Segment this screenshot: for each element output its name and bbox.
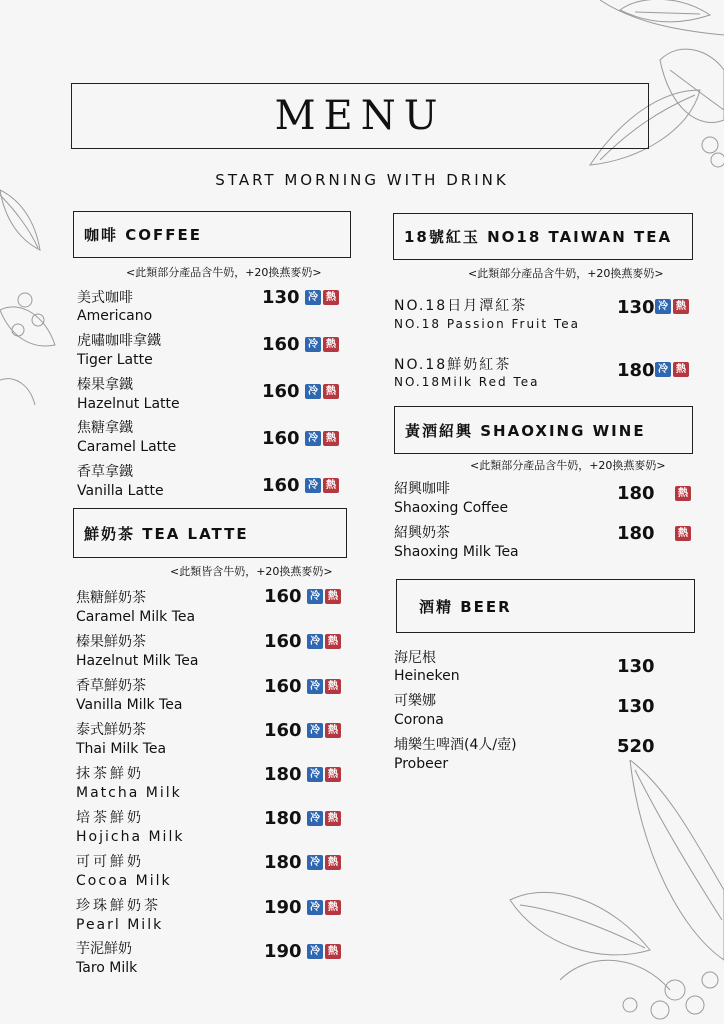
hot-badge: 熱: [325, 855, 341, 870]
cold-badge: 冷: [307, 767, 323, 782]
taiwan-tea-note: <此類部分產品含牛奶，+20換燕麥奶>: [468, 267, 664, 280]
menu-item-name-en: Hazelnut Latte: [77, 396, 180, 412]
menu-item-name: 可樂娜: [394, 693, 436, 709]
shaoxing-note: <此類部分產品含牛奶，+20換燕麥奶>: [470, 459, 666, 472]
menu-item-name: 紹興咖啡: [394, 481, 450, 497]
menu-item-name-en: Caramel Milk Tea: [76, 609, 196, 625]
menu-item-price: 180: [264, 764, 302, 785]
menu-item-price: 160: [262, 334, 300, 355]
temp-badges: [305, 478, 339, 493]
menu-item-name-en: Corona: [394, 712, 444, 728]
menu-item-price: 180: [617, 483, 655, 504]
cold-badge: 冷: [307, 811, 323, 826]
menu-item-name: 珍珠鮮奶茶: [76, 898, 161, 914]
hot-badge: 熱: [325, 589, 341, 604]
menu-item-name-en: Taro Milk: [76, 960, 138, 976]
menu-item-name: 焦糖拿鐵: [77, 420, 133, 436]
section-beer-header: 酒精 BEER: [396, 579, 695, 633]
temp-badges: [307, 634, 341, 649]
temp-badges: [675, 526, 691, 541]
hot-badge: 熱: [325, 634, 341, 649]
menu-item-name-en: Hojicha Milk: [76, 829, 185, 845]
temp-badges: [307, 811, 341, 826]
menu-item-name: 虎嘯咖啡拿鐵: [77, 333, 161, 349]
temp-badges: [307, 589, 341, 604]
temp-badges: [307, 855, 341, 870]
temp-badges: [305, 337, 339, 352]
menu-item-name: 榛果拿鐵: [77, 377, 133, 393]
menu-item-price: 520: [617, 736, 655, 757]
cold-badge: 冷: [655, 299, 671, 314]
menu-item-name-en: Caramel Latte: [77, 439, 177, 455]
menu-item-name: 香草拿鐵: [77, 464, 133, 480]
hot-badge: 熱: [323, 290, 339, 305]
cold-badge: 冷: [305, 290, 321, 305]
menu-item-name-en: Vanilla Milk Tea: [76, 697, 183, 713]
menu-item-name: 可可鮮奶: [76, 854, 144, 870]
menu-item-price: 190: [264, 941, 302, 962]
temp-badges: [655, 362, 689, 377]
temp-badges: [307, 767, 341, 782]
menu-item-price: 160: [262, 475, 300, 496]
hot-badge: 熱: [323, 478, 339, 493]
hot-badge: 熱: [323, 431, 339, 446]
menu-item-price: 160: [264, 720, 302, 741]
section-tea-latte-header: 鮮奶茶 TEA LATTE: [73, 508, 347, 558]
temp-badges: [307, 723, 341, 738]
menu-item-price: 160: [262, 381, 300, 402]
menu-item-name: 焦糖鮮奶茶: [76, 590, 146, 606]
menu-item-price: 130: [617, 696, 655, 717]
menu-item-name: 埔樂生啤酒(4人/壺): [394, 737, 517, 753]
cold-badge: 冷: [305, 337, 321, 352]
temp-badges: [307, 900, 341, 915]
cold-badge: 冷: [307, 589, 323, 604]
menu-item-name-en: Heineken: [394, 668, 460, 684]
cold-badge: 冷: [307, 855, 323, 870]
menu-title: MENU: [274, 93, 446, 139]
hot-badge: 熱: [673, 362, 689, 377]
section-shaoxing-header: 黃酒紹興 SHAOXING WINE: [394, 406, 693, 454]
menu-item-name-en: Probeer: [394, 756, 449, 772]
cold-badge: 冷: [305, 431, 321, 446]
menu-item-name: 紹興奶茶: [394, 525, 450, 541]
cold-badge: 冷: [307, 900, 323, 915]
menu-title-box: [71, 83, 649, 149]
cold-badge: 冷: [305, 384, 321, 399]
temp-badges: [307, 679, 341, 694]
menu-item-price: 180: [617, 523, 655, 544]
menu-item-price: 160: [264, 676, 302, 697]
menu-item-name: 抹茶鮮奶: [76, 766, 144, 782]
temp-badges: [307, 944, 341, 959]
menu-item-name-en: Vanilla Latte: [77, 483, 164, 499]
cold-badge: 冷: [305, 478, 321, 493]
hot-badge: 熱: [675, 526, 691, 541]
cold-badge: 冷: [307, 634, 323, 649]
menu-item-name: 香草鮮奶茶: [76, 678, 146, 694]
cold-badge: 冷: [655, 362, 671, 377]
hot-badge: 熱: [325, 811, 341, 826]
hot-badge: 熱: [325, 767, 341, 782]
menu-item-price: 190: [264, 897, 302, 918]
menu-item-name-en: Americano: [77, 308, 153, 324]
menu-item-name-en: Thai Milk Tea: [76, 741, 167, 757]
menu-subtitle: START MORNING WITH DRINK: [215, 171, 509, 189]
menu-item-price: 180: [617, 360, 655, 381]
menu-item-name-en: Shaoxing Milk Tea: [394, 544, 519, 560]
menu-item-name: 海尼根: [394, 650, 436, 666]
temp-badges: [305, 431, 339, 446]
menu-item-name-en: Tiger Latte: [77, 352, 153, 368]
tea-latte-note: <此類皆含牛奶，+20換燕麥奶>: [170, 565, 333, 578]
coffee-note: <此類部分產品含牛奶，+20換燕麥奶>: [126, 266, 322, 279]
menu-item-name-en: NO.18 Passion Fruit Tea: [394, 317, 580, 331]
menu-item-price: 160: [264, 586, 302, 607]
menu-item-name: NO.18日月潭紅茶: [394, 298, 528, 314]
menu-item-name-en: Cocoa Milk: [76, 873, 172, 889]
menu-item-name: NO.18鮮奶紅茶: [394, 357, 512, 373]
hot-badge: 熱: [675, 486, 691, 501]
hot-badge: 熱: [325, 944, 341, 959]
temp-badges: [655, 299, 689, 314]
cold-badge: 冷: [307, 723, 323, 738]
hot-badge: 熱: [323, 337, 339, 352]
temp-badges: [305, 290, 339, 305]
menu-item-name: 芋泥鮮奶: [76, 941, 132, 957]
temp-badges: [675, 486, 691, 501]
menu-item-price: 180: [264, 808, 302, 829]
section-taiwan-tea-header: 18號紅玉 NO18 TAIWAN TEA: [393, 213, 693, 260]
menu-item-name-en: Shaoxing Coffee: [394, 500, 509, 516]
menu-item-price: 160: [264, 631, 302, 652]
hot-badge: 熱: [673, 299, 689, 314]
menu-item-name-en: NO.18Milk Red Tea: [394, 375, 540, 389]
hot-badge: 熱: [325, 723, 341, 738]
menu-item-price: 130: [617, 656, 655, 677]
menu-item-price: 160: [262, 428, 300, 449]
menu-item-price: 130: [262, 287, 300, 308]
cold-badge: 冷: [307, 679, 323, 694]
leaf-decoration-left: [0, 180, 70, 420]
menu-item-price: 130: [617, 297, 655, 318]
hot-badge: 熱: [325, 900, 341, 915]
leaf-decoration-bottom-right: [500, 760, 724, 1024]
menu-item-name: 培茶鮮奶: [76, 810, 144, 826]
menu-item-name-en: Hazelnut Milk Tea: [76, 653, 199, 669]
cold-badge: 冷: [307, 944, 323, 959]
menu-item-name: 泰式鮮奶茶: [76, 722, 146, 738]
hot-badge: 熱: [325, 679, 341, 694]
menu-item-name-en: Matcha Milk: [76, 785, 182, 801]
section-coffee-header: 咖啡 COFFEE: [73, 211, 351, 258]
temp-badges: [305, 384, 339, 399]
menu-item-name-en: Pearl Milk: [76, 917, 164, 933]
hot-badge: 熱: [323, 384, 339, 399]
menu-item-name: 榛果鮮奶茶: [76, 634, 146, 650]
menu-item-price: 180: [264, 852, 302, 873]
menu-item-name: 美式咖啡: [77, 290, 133, 306]
